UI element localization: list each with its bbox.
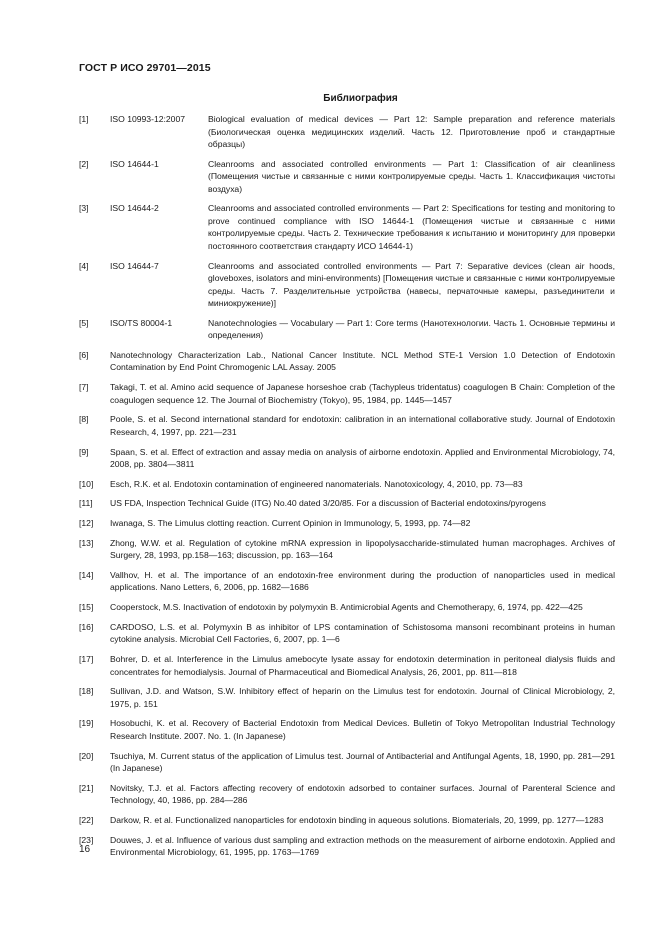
bibliography-entry (79, 158, 615, 196)
entry-standard-code: ISO 14644-2 (110, 203, 159, 214)
bibliography-entry (79, 202, 615, 252)
bibliography-entry (79, 478, 615, 491)
entry-number: [18] (79, 686, 94, 697)
entry-text: Cooperstock, M.S. Inactivation of endotoxin by polymyxin B. Antimicrobial Agents and Chemotherapy, 6, 1974, pp. 422—425 (110, 602, 583, 613)
entry-text: Nanotechnologies — Vocabulary — Part 1: Core terms (Нанотехнологии. Часть 1. Основные термины и определения) (208, 317, 615, 341)
entry-number: [7] (79, 382, 89, 393)
entry-number: [1] (79, 114, 89, 124)
entry-number: [4] (79, 260, 89, 271)
bibliography-entry (79, 621, 615, 646)
entry-text: Spaan, S. et al. Effect of extraction and assay media on analysis of airborne endotoxin. Applied and Environmental Microbiology, 74, 2008, pp. 3804—3811 (110, 446, 615, 469)
bibliography-entry (79, 717, 615, 742)
entry-number: [11] (79, 498, 93, 509)
entry-text: CARDOSO, L.S. et al. Polymyxin B as inhibitor of LPS contamination of Schistosoma mansoni recombinant proteins in human cytokine analysis. Microbial Cell Factories, 6, 2007, pp. 1—6 (110, 621, 615, 645)
entry-number: [13] (79, 537, 94, 548)
entry-number: [10] (79, 478, 94, 489)
bibliography-entry (79, 260, 615, 310)
entry-text: Hosobuchi, K. et al. Recovery of Bacterial Endotoxin from Medical Devices. Bulletin of Tokyo Metropolitan Industrial Technology Research Institute. 2007. No. 1. (In Japanese) (110, 718, 615, 741)
entry-text: Darkow, R. et al. Functionalized nanoparticles for endotoxin binding in aqueous solutions. Biomaterials, 20, 1999, pp. 1277—1283 (110, 814, 604, 825)
bibliography-entry (79, 497, 615, 510)
entry-number: [12] (79, 518, 94, 529)
entry-number: [22] (79, 814, 94, 825)
entry-number: [21] (79, 782, 94, 793)
bibliography-heading: Библиография (323, 93, 398, 104)
entry-text: Tsuchiya, M. Current status of the application of Limulus test. Journal of Antibacterial and Antifungal Agents, 18, 1990, pp. 281—291 (In Japanese) (110, 750, 615, 774)
entry-standard-code: ISO/TS 80004-1 (110, 317, 173, 328)
entry-standard-code: ISO 14644-1 (110, 158, 159, 169)
entry-text: Cleanrooms and associated controlled environments — Part 2: Specifications for testing and monitoring to prove continued compliance with ISO 14644-1 (Помещения чистые и связанные с ними контролируемые среды. Часть 2. Технические требования к испытанию и мониторингу для проверки постоянного соответствия стандарту ИСО 14644-1) (208, 203, 615, 251)
bibliography-entry (79, 814, 615, 827)
entry-number: [19] (79, 718, 94, 729)
bibliography-entry (79, 537, 615, 562)
entry-standard-code: ISO 14644-7 (110, 260, 159, 271)
entry-number: [6] (79, 349, 89, 360)
entry-text: Iwanaga, S. The Limulus clotting reaction. Current Opinion in Immunology, 5, 1993, pp. 74—82 (110, 518, 471, 529)
page-number: 16 (79, 844, 91, 855)
bibliography-entry (79, 349, 615, 374)
bibliography-list (79, 113, 615, 866)
entry-number: [9] (79, 446, 89, 457)
bibliography-entry (79, 782, 615, 807)
bibliography-entry (79, 381, 615, 406)
entry-text: Poole, S. et al. Second international standard for endotoxin: calibration in an international collaborative study. Journal of Endotoxin Research, 4, 1997, pp. 221—231 (110, 414, 615, 437)
entry-text: Esch, R.K. et al. Endotoxin contamination of engineered nanomaterials. Nanotoxicology, 4, 2010, pp. 73—83 (110, 478, 523, 489)
entry-text: Takagi, T. et al. Amino acid sequence of Japanese horseshoe crab (Tachypleus tridentatus) coagulogen B Chain: Completion of the coagulogen sequence 12. The Journal of Biochemistry (Tokyo), 95, 1984, pp. 1445—1457 (110, 382, 615, 405)
entry-text: Nanotechnology Characterization Lab., National Cancer Institute. NCL Method STE-1 Version 1.0 Detection of Endotoxin Contamination by End Point Chromogenic LAL Assay. 2005 (110, 349, 615, 373)
entry-text: Biological evaluation of medical devices — Part 12: Sample preparation and reference materials (Биологическая оценка медицинских изделий. Часть 12. Приготовление проб и стандартные образцы) (208, 114, 615, 149)
entry-standard-code: ISO 10993-12:2007 (110, 114, 186, 124)
bibliography-entry (79, 113, 615, 151)
entry-text: Sullivan, J.D. and Watson, S.W. Inhibitory effect of heparin on the Limulus test for endotoxin. Journal of Clinical Microbiology, 2, 1975, p. 151 (110, 686, 615, 709)
bibliography-entry (79, 317, 615, 342)
entry-number: [3] (79, 203, 89, 214)
entry-text: Cleanrooms and associated controlled environments — Part 1: Classification of air cleanliness (Помещения чистые и связанные с ними контролируемые среды. Часть 1. Классификация чистоты воздуха) (208, 158, 615, 194)
entry-number: [14] (79, 569, 94, 580)
entry-number: [5] (79, 317, 89, 328)
standard-designation: ГОСТ Р ИСО 29701—2015 (79, 62, 211, 74)
entry-number: [15] (79, 602, 94, 613)
entry-text: Novitsky, T.J. et al. Factors affecting recovery of endotoxin adsorbed to container surfaces. Journal of Parenteral Science and Technology, 40, 1986, pp. 284—286 (110, 782, 615, 806)
bibliography-entry (79, 446, 615, 471)
entry-text: Cleanrooms and associated controlled environments — Part 7: Separative devices (clean air hoods, gloveboxes, isolators and mini-environments) [Помещения чистые и связанные с ними контролируемые среды. Часть 7. Разделительные устройства (навесы, перчаточные камеры, разъединители и миниокружение)] (208, 260, 615, 309)
bibliography-entry (79, 685, 615, 710)
entry-number: [2] (79, 158, 89, 169)
bibliography-entry (79, 601, 615, 614)
entry-number: [23] (79, 834, 94, 845)
entry-number: [17] (79, 654, 94, 664)
entry-number: [20] (79, 750, 94, 761)
bibliography-entry (79, 569, 615, 594)
bibliography-entry (79, 653, 615, 678)
entry-text: Bohrer, D. et al. Interference in the Limulus amebocyte lysate assay for endotoxin determination in peritoneal dialysis fluids and concentrates for hemodialysis. Journal of Pharmaceutical and Biomedical Analysis, 26, 2001, pp. 811—818 (110, 654, 615, 677)
entry-text: Vallhov, H. et al. The importance of an endotoxin-free environment during the production of nanoparticles used in medical applications. Nano Letters, 6, 2006, pp. 1682—1686 (110, 569, 615, 593)
entry-text: Zhong, W.W. et al. Regulation of cytokine mRNA expression in lipopolysaccharide-stimulated human macrophages. Archives of Surgery, 28, 1993, pp.158—163; discussion, pp. 163—164 (110, 537, 615, 561)
bibliography-entry (79, 750, 615, 775)
bibliography-entry (79, 517, 615, 530)
bibliography-entry (79, 834, 615, 859)
bibliography-entry (79, 413, 615, 438)
entry-text: US FDA, Inspection Technical Guide (ITG) No.40 dated 3/20/85. For a discussion of Bacterial endotoxins/pyrogens (110, 498, 546, 509)
entry-text: Douwes, J. et al. Influence of various dust sampling and extraction methods on the measurement of airborne endotoxin. Applied and Environmental Microbiology, 61, 1995, pp. 1763—1769 (110, 834, 615, 858)
entry-number: [8] (79, 414, 89, 425)
entry-number: [16] (79, 621, 94, 632)
